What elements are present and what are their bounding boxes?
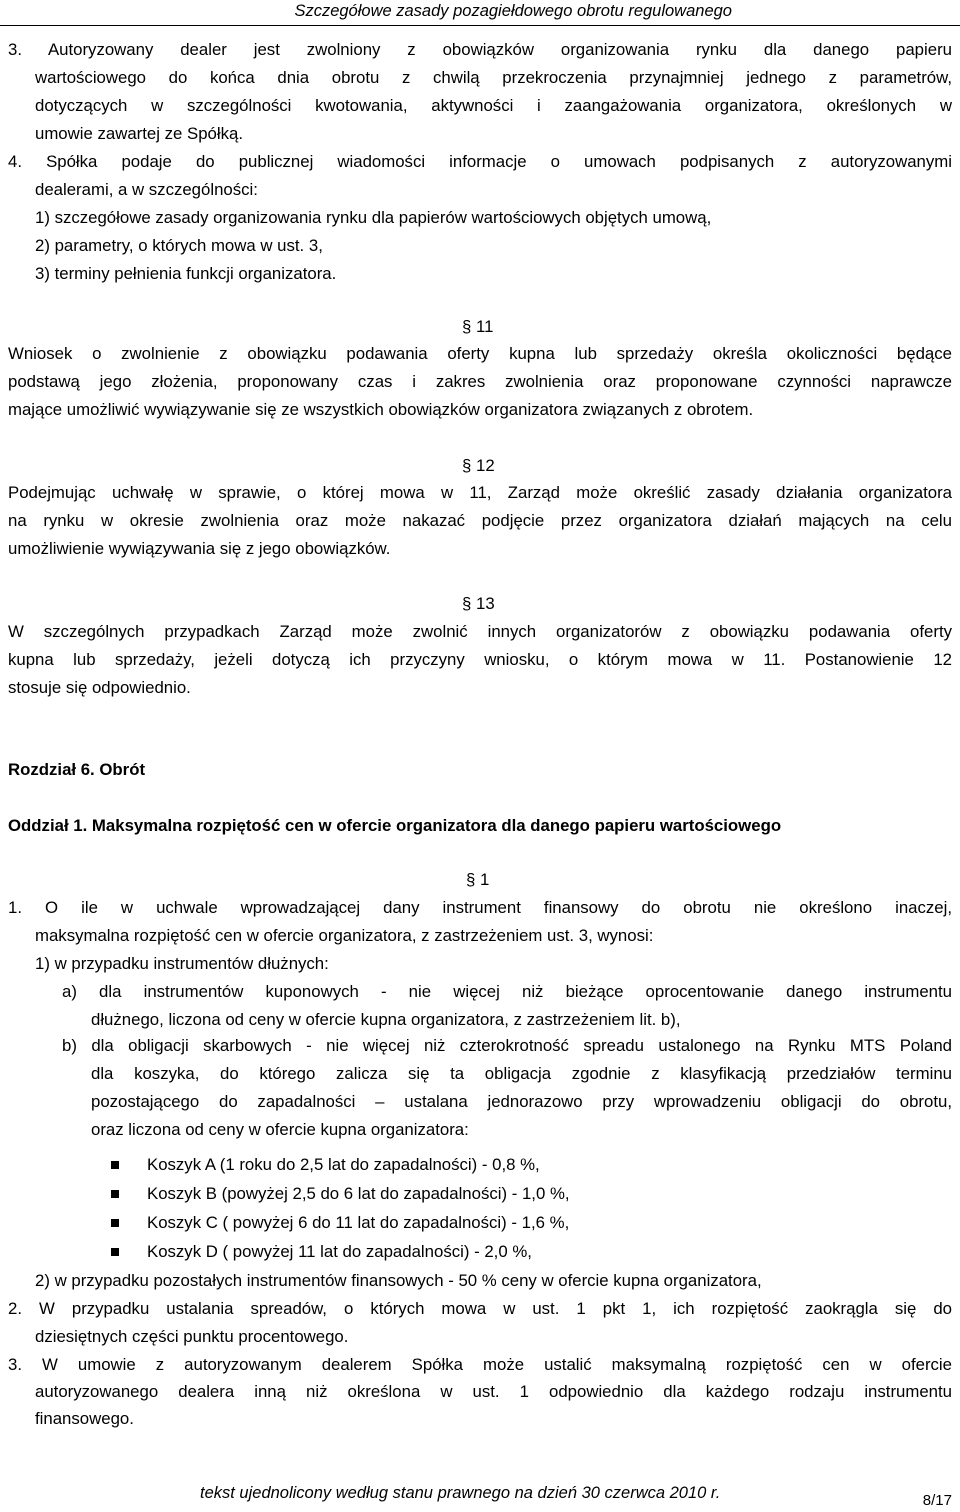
koszyk-a: Koszyk A (1 roku do 2,5 lat do zapadalności) - 0,8 %, <box>147 1155 540 1174</box>
section-mark-12 <box>462 455 495 477</box>
header-rule <box>0 25 960 26</box>
sec12-line2: na rynku w okresie zwolnienia oraz może nakazać podjęcie przez organizatora działań mających na celu <box>8 511 952 530</box>
sec10-item-1: 1) szczegółowe zasady organizowania rynku dla papierów wartościowych objętych umową, <box>35 208 712 227</box>
sec13-line2: kupna lub sprzedaży, jeżeli dotyczą ich przyczyny wniosku, o którym mowa w 11. Postanowienie 12 <box>8 650 952 669</box>
koszyk-c: Koszyk C ( powyżej 6 do 11 lat do zapadalności) - 1,6 %, <box>147 1213 570 1232</box>
sec1-p1-line1: 1. O ile w uchwale wprowadzającej dany instrument finansowy do obrotu nie określono inaczej, <box>8 898 952 917</box>
section-mark-13 <box>462 593 495 615</box>
sec12-line1: Podejmując uchwałę w sprawie, o której mowa w 11, Zarząd może określić zasady działania organizatora <box>8 483 952 502</box>
division-title: Oddział 1. Maksymalna rozpiętość cen w ofercie organizatora dla danego papieru wartościowego <box>8 816 782 835</box>
sec1-p1-line2: maksymalna rozpiętość cen w ofercie organizatora, z zastrzeżeniem ust. 3, wynosi: <box>35 926 654 945</box>
sec1-p3-line1: 3. W umowie z autoryzowanym dealerem Spółka może ustalić maksymalną rozpiętość cen w ofercie <box>8 1355 952 1374</box>
bullet-koszyk-d <box>111 1248 119 1256</box>
sec1-item-b-line2: dla koszyka, do którego zalicza się ta obligacja zgodnie z klasyfikacją przedziałów terminu <box>91 1064 952 1083</box>
sec1-p3-line2: autoryzowanego dealera inną niż określona w ust. 1 odpowiednio dla każdego rodzaju instrumentu <box>35 1382 952 1401</box>
sec1-p2-line1: 2. W przypadku ustalania spreadów, o których mowa w ust. 1 pkt 1, ich rozpiętość zaokrągla się do <box>8 1299 952 1318</box>
bullet-koszyk-a <box>111 1161 119 1169</box>
sec1-item-1: 1) w przypadku instrumentów dłużnych: <box>35 954 329 973</box>
section-mark-11 <box>462 316 493 338</box>
section-12-number: 12 <box>476 456 495 475</box>
section-13-number: 13 <box>476 594 495 613</box>
section-mark-1 <box>466 869 489 891</box>
chapter-title: Rozdział 6. Obrót <box>8 760 146 779</box>
sec12-line3: umożliwienie wywiązywania się z jego obowiązków. <box>8 539 391 558</box>
sec13-line3: stosuje się odpowiednio. <box>8 678 191 697</box>
sec11-line2: podstawą jego złożenia, proponowany czas i zakres zwolnienia oraz proponowane czynności naprawcze <box>8 372 952 391</box>
running-header: Szczegółowe zasady pozagiełdowego obrotu regulowanego <box>294 2 732 20</box>
page-number: 8/17 <box>922 1492 952 1509</box>
footer-text: tekst ujednolicony według stanu prawnego na dzień 30 czerwca 2010 r. <box>200 1484 721 1502</box>
sec1-item-b-line3: pozostającego do zapadalności – ustalana jednorazowo przy wprowadzeniu obligacji do obrotu, <box>91 1092 952 1111</box>
sec1-item-b-line4: oraz liczona od ceny w ofercie kupna organizatora: <box>91 1120 469 1139</box>
sec1-item-2: 2) w przypadku pozostałych instrumentów finansowych - 50 % ceny w ofercie kupna organizatora, <box>35 1271 762 1290</box>
paragraph-sign-1: § <box>466 870 476 889</box>
paragraph-sign-11: § <box>462 317 472 336</box>
sec10-p3-line3: dotyczących w szczególności kwotowania, aktywności i zaangażowania organizatora, określonych w <box>35 96 952 115</box>
sec10-p4-line1: 4. Spółka podaje do publicznej wiadomości informacje o umowach podpisanych z autoryzowanymi <box>8 152 952 171</box>
sec10-p3-line2: wartościowego do końca dnia obrotu z chwilą przekroczenia przynajmniej jednego z parametrów, <box>35 68 952 87</box>
section-1-number: 1 <box>480 870 490 889</box>
paragraph-sign-12: § <box>462 456 472 475</box>
sec10-item-2: 2) parametry, o których mowa w ust. 3, <box>35 236 323 255</box>
sec11-line1: Wniosek o zwolnienie z obowiązku podawania oferty kupna lub sprzedaży określa okoliczności będące <box>8 344 952 363</box>
sec10-p3-line4: umowie zawartej ze Spółką. <box>35 124 243 143</box>
koszyk-b: Koszyk B (powyżej 2,5 do 6 lat do zapadalności) - 1,0 %, <box>147 1184 570 1203</box>
sec1-item-a-line1: a) dla instrumentów kuponowych - nie więcej niż bieżące oprocentowanie danego instrumentu <box>62 982 952 1001</box>
sec1-item-a-line2: dłużnego, liczona od ceny w ofercie kupna organizatora, z zastrzeżeniem lit. b), <box>91 1010 681 1029</box>
bullet-koszyk-b <box>111 1190 119 1198</box>
paragraph-sign-13: § <box>462 594 472 613</box>
bullet-koszyk-c <box>111 1219 119 1227</box>
sec1-item-b-line1: b) dla obligacji skarbowych - nie więcej niż czterokrotność spreadu ustalonego na Rynku MTS Poland <box>62 1036 952 1055</box>
sec13-line1: W szczególnych przypadkach Zarząd może zwolnić innych organizatorów z obowiązku podawania oferty <box>8 622 952 641</box>
sec10-item-3: 3) terminy pełnienia funkcji organizatora. <box>35 264 337 283</box>
sec10-p3-line1: 3. Autoryzowany dealer jest zwolniony z obowiązków organizowania rynku dla danego papieru <box>8 40 952 59</box>
sec1-p2-line2: dziesiętnych części punktu procentowego. <box>35 1327 349 1346</box>
sec10-p4-line2: dealerami, a w szczególności: <box>35 180 258 199</box>
sec1-p3-line3: finansowego. <box>35 1409 134 1428</box>
section-11-number: 11 <box>476 317 494 336</box>
koszyk-d: Koszyk D ( powyżej 11 lat do zapadalności) - 2,0 %, <box>147 1242 532 1261</box>
sec11-line3: mające umożliwić wywiązywanie się ze wszystkich obowiązków organizatora związanych z obrotem. <box>8 400 754 419</box>
